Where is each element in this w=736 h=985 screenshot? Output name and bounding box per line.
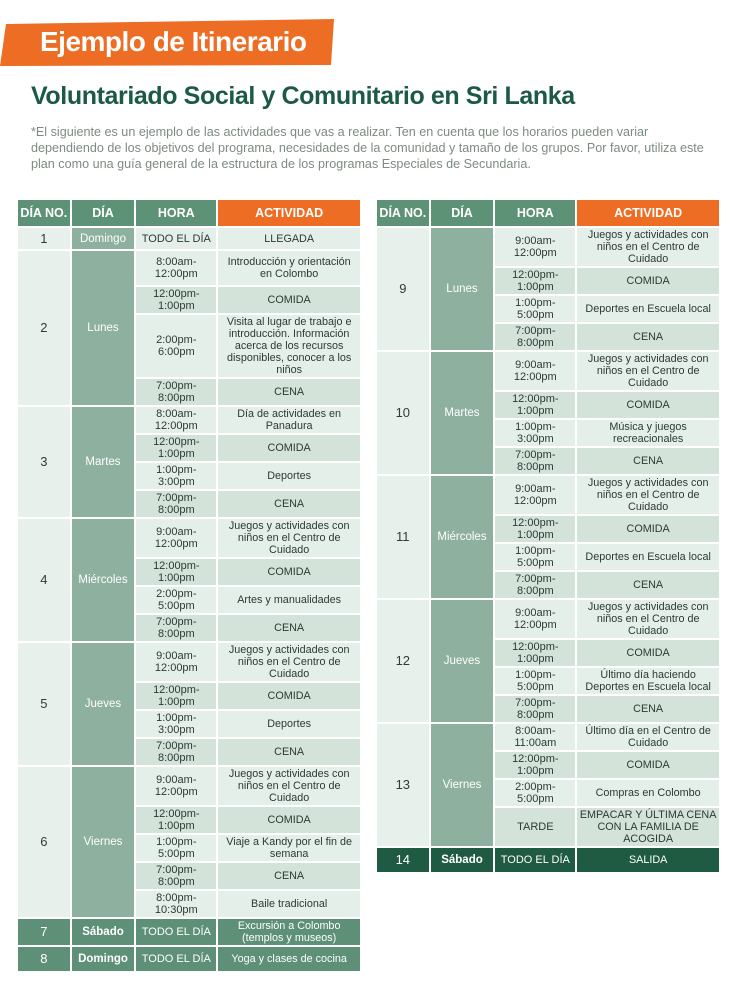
activity-cell: SALIDA [577,848,719,872]
activity-cell: Deportes en Escuela local [577,544,719,570]
time-cell: 7:00pm-8:00pm [136,491,216,517]
activity-cell: CENA [577,324,719,350]
activity-cell: Juegos y actividades con niños en el Centro de Cuidado [577,600,719,638]
time-cell: 7:00pm-8:00pm [495,448,575,474]
time-cell: 9:00am-12:00pm [495,352,575,390]
time-cell: 8:00am-11:00am [495,724,575,750]
day-name: Lunes [431,228,494,350]
time-cell: 1:00pm-5:00pm [495,296,575,322]
day-number: 8 [18,947,70,971]
time-cell: 1:00pm-5:00pm [136,835,216,861]
activity-cell: Juegos y actividades con niños en el Centro de Cuidado [577,228,719,266]
day-number: 7 [18,919,70,945]
header-day-no: DÍA NO. [18,200,70,226]
time-cell: 8:00pm-10:30pm [136,891,216,917]
activity-cell: COMIDA [577,268,719,294]
itinerary-table-right [375,198,721,874]
itinerary-row [18,919,360,945]
time-cell: 12:00pm-1:00pm [136,807,216,833]
time-cell: TODO EL DÍA [136,228,216,249]
day-name: Sábado [431,848,494,872]
time-cell: TARDE [495,808,575,846]
activity-cell: Último día en el Centro de Cuidado [577,724,719,750]
day-number: 12 [377,600,429,722]
activity-cell: EMPACAR Y ÚLTIMA CENA CON LA FAMILIA DE ACOGIDA [577,808,719,846]
header-activity: ACTIVIDAD [218,200,360,226]
header-day: DÍA [72,200,135,226]
time-cell: 12:00pm-1:00pm [495,640,575,666]
day-number: 4 [18,519,70,641]
time-cell: 1:00pm-3:00pm [136,463,216,489]
activity-cell: Excursión a Colombo (templos y museos) [218,919,360,945]
activity-cell: COMIDA [577,392,719,418]
activity-cell: LLEGADA [218,228,360,249]
activity-cell: COMIDA [218,683,360,709]
page-title: Ejemplo de Itinerario [40,26,307,57]
activity-cell: CENA [218,491,360,517]
time-cell: TODO EL DÍA [136,947,216,971]
time-cell: 8:00am-12:00pm [136,407,216,433]
time-cell: 7:00pm-8:00pm [136,615,216,641]
day-name: Domingo [72,228,135,249]
itinerary-row [18,251,360,285]
activity-cell: Último día haciendo Deportes en Escuela local [577,668,719,694]
day-name: Jueves [431,600,494,722]
time-cell: 2:00pm-5:00pm [495,780,575,806]
day-name: Miércoles [431,476,494,598]
day-number: 2 [18,251,70,405]
activity-cell: COMIDA [218,559,360,585]
time-cell: 1:00pm-5:00pm [495,544,575,570]
activity-cell: Viaje a Kandy por el fin de semana [218,835,360,861]
itinerary-row [377,352,719,390]
activity-cell: Juegos y actividades con niños en el Centro de Cuidado [218,767,360,805]
time-cell: TODO EL DÍA [136,919,216,945]
time-cell: 1:00pm-5:00pm [495,668,575,694]
time-cell: 9:00am-12:00pm [136,519,216,557]
activity-cell: CENA [577,696,719,722]
itinerary-table-left [16,198,362,973]
day-name: Miércoles [72,519,135,641]
activity-cell: COMIDA [218,807,360,833]
day-number: 3 [18,407,70,517]
activity-cell: CENA [577,572,719,598]
header-day-no: DÍA NO. [377,200,429,226]
activity-cell: Música y juegos recreacionales [577,420,719,446]
itinerary-row [18,519,360,557]
time-cell: TODO EL DÍA [495,848,575,872]
activity-cell: COMIDA [577,640,719,666]
activity-cell: COMIDA [218,287,360,313]
activity-cell: CENA [218,739,360,765]
activity-cell: Juegos y actividades con niños en el Centro de Cuidado [577,476,719,514]
time-cell: 9:00am-12:00pm [136,643,216,681]
activity-cell: CENA [577,448,719,474]
activity-cell: Día de actividades en Panadura [218,407,360,433]
time-cell: 12:00pm-1:00pm [495,392,575,418]
time-cell: 7:00pm-8:00pm [136,379,216,405]
activity-cell: Deportes [218,463,360,489]
activity-cell: COMIDA [577,752,719,778]
day-number: 9 [377,228,429,350]
time-cell: 12:00pm-1:00pm [495,752,575,778]
time-cell: 9:00am-12:00pm [136,767,216,805]
time-cell: 12:00pm-1:00pm [136,287,216,313]
itinerary-row [18,228,360,249]
itinerary-row [18,643,360,681]
time-cell: 12:00pm-1:00pm [136,559,216,585]
time-cell: 9:00am-12:00pm [495,600,575,638]
time-cell: 7:00pm-8:00pm [136,739,216,765]
time-cell: 2:00pm-5:00pm [136,587,216,613]
day-name: Martes [72,407,135,517]
activity-cell: Compras en Colombo [577,780,719,806]
day-name: Jueves [72,643,135,765]
time-cell: 9:00am-12:00pm [495,228,575,266]
time-cell: 12:00pm-1:00pm [136,683,216,709]
day-number: 13 [377,724,429,846]
activity-cell: CENA [218,863,360,889]
header-time: HORA [136,200,216,226]
header-time: HORA [495,200,575,226]
activity-cell: Baile tradicional [218,891,360,917]
time-cell: 7:00pm-8:00pm [495,572,575,598]
activity-cell: Visita al lugar de trabajo e introducción. Información acerca de los recursos disponibles, conocer a los niños [218,315,360,377]
time-cell: 1:00pm-3:00pm [495,420,575,446]
time-cell: 12:00pm-1:00pm [495,516,575,542]
activity-cell: Juegos y actividades con niños en el Centro de Cuidado [218,519,360,557]
itinerary-row [377,476,719,514]
intro-note: *El siguiente es un ejemplo de las actividades que vas a realizar. Ten en cuenta que los horarios pueden variar dependiendo de los objetivos del programa, necesidades de la comunidad y tamaño de los grupos. Por favor, utiliza este plan como una guía general de la estructura de los programas Especiales de Secundaria. [31,125,704,171]
itinerary-row [377,228,719,266]
time-cell: 12:00pm-1:00pm [495,268,575,294]
day-name: Viernes [431,724,494,846]
activity-cell: Artes y manualidades [218,587,360,613]
activity-cell: COMIDA [577,516,719,542]
itinerary-row [18,407,360,433]
time-cell: 8:00am-12:00pm [136,251,216,285]
itinerary-row [377,724,719,750]
activity-cell: Introducción y orientación en Colombo [218,251,360,285]
header-day: DÍA [431,200,494,226]
activity-cell: CENA [218,615,360,641]
itinerary-row [377,600,719,638]
activity-cell: CENA [218,379,360,405]
activity-cell: Yoga y clases de cocina [218,947,360,971]
day-name: Domingo [72,947,135,971]
day-number: 10 [377,352,429,474]
itinerary-row [18,767,360,805]
time-cell: 9:00am-12:00pm [495,476,575,514]
time-cell: 2:00pm-6:00pm [136,315,216,377]
day-number: 11 [377,476,429,598]
day-name: Sábado [72,919,135,945]
day-number: 1 [18,228,70,249]
day-name: Lunes [72,251,135,405]
activity-cell: Juegos y actividades con niños en el Centro de Cuidado [218,643,360,681]
time-cell: 1:00pm-3:00pm [136,711,216,737]
activity-cell: Juegos y actividades con niños en el Centro de Cuidado [577,352,719,390]
day-number: 5 [18,643,70,765]
day-name: Martes [431,352,494,474]
header-activity: ACTIVIDAD [577,200,719,226]
day-name: Viernes [72,767,135,917]
day-number: 14 [377,848,429,872]
program-subtitle: Voluntariado Social y Comunitario en Sri Lanka [31,82,575,110]
itinerary-row [18,947,360,971]
time-cell: 7:00pm-8:00pm [495,696,575,722]
day-number: 6 [18,767,70,917]
activity-cell: Deportes [218,711,360,737]
time-cell: 7:00pm-8:00pm [136,863,216,889]
activity-cell: Deportes en Escuela local [577,296,719,322]
time-cell: 7:00pm-8:00pm [495,324,575,350]
title-banner [0,19,336,66]
time-cell: 12:00pm-1:00pm [136,435,216,461]
activity-cell: COMIDA [218,435,360,461]
itinerary-row [377,848,719,872]
